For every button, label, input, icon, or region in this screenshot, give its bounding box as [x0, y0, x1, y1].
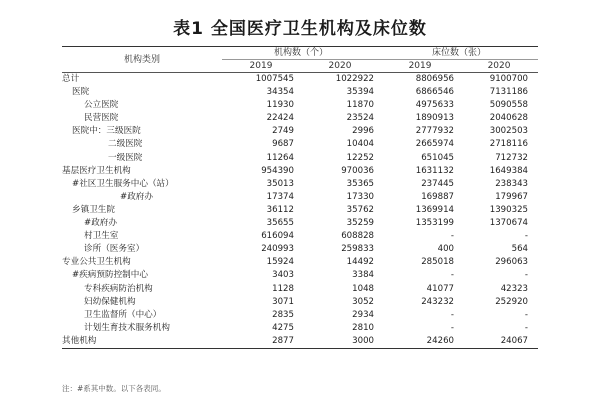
header-year-beds-2019: 2019	[380, 60, 460, 73]
cell-category: #政府办	[120, 191, 153, 202]
cell-beds-2019: 237445	[421, 178, 455, 189]
table-row	[62, 191, 538, 204]
cell-category: 民营医院	[84, 113, 119, 124]
cell-beds-2019: 1353199	[415, 218, 455, 229]
cell-beds-2019: -	[450, 270, 455, 281]
cell-beds-2020: 24067	[460, 335, 538, 349]
cell-beds-2020: 3002503	[489, 126, 529, 137]
cell-beds-2020: 2040628	[489, 113, 529, 124]
cell-category: 村卫生室	[84, 231, 119, 242]
table-footnote: 注：#系其中数。以下各表同。	[62, 384, 166, 393]
header-institutions: 机构数（个）	[222, 47, 380, 60]
cell-category: 妇幼保健机构	[84, 296, 136, 307]
table-row	[62, 152, 538, 165]
cell-institutions-2019: 616094	[261, 231, 294, 242]
cell-institutions-2019: 17374	[266, 191, 294, 202]
cell-beds-2019: 4975633	[415, 100, 455, 111]
cell-institutions-2019: 4275	[272, 322, 294, 333]
cell-institutions-2020: 2996	[352, 126, 375, 137]
cell-institutions-2019: 34354	[266, 87, 294, 98]
cell-category: #政府办	[84, 218, 117, 229]
medical-institutions-table-container	[62, 46, 538, 349]
table-title: 表1 全国医疗卫生机构及床位数	[173, 19, 427, 39]
cell-beds-2019: 8806956	[415, 74, 455, 84]
cell-institutions-2020: 35762	[346, 204, 375, 215]
cell-beds-2020: 1370674	[489, 218, 529, 229]
cell-beds-2020: 1649384	[489, 165, 529, 176]
cell-beds-2020: 712732	[495, 152, 529, 163]
cell-institutions-2020: 970036	[341, 165, 375, 176]
cell-beds-2019: -	[450, 231, 455, 242]
cell-beds-2020: 564	[511, 244, 529, 255]
cell-category: 计划生育技术服务机构	[84, 322, 170, 333]
cell-category: 专业公共卫生机构	[62, 257, 131, 268]
cell-beds-2020: -	[524, 322, 529, 333]
cell-category: 乡镇卫生院	[72, 204, 115, 215]
cell-beds-2020: 7131186	[489, 87, 529, 98]
cell-beds-2019: 6866546	[415, 87, 455, 98]
table-row	[62, 217, 538, 230]
table-row	[62, 99, 538, 112]
cell-institutions-2020: 11870	[346, 100, 375, 111]
table-row	[62, 230, 538, 243]
cell-beds-2020: 296063	[495, 257, 529, 268]
cell-institutions-2020: 3052	[352, 296, 375, 307]
header-year-beds-2020: 2020	[460, 60, 538, 73]
cell-beds-2020: -	[524, 270, 529, 281]
cell-beds-2019: 24260	[380, 335, 460, 349]
cell-beds-2020: 252920	[495, 296, 529, 307]
cell-institutions-2020: 1048	[352, 283, 375, 294]
cell-beds-2020: 1390325	[489, 204, 529, 215]
cell-institutions-2019: 2877	[222, 335, 300, 349]
cell-institutions-2019: 2835	[272, 309, 294, 320]
cell-institutions-2019: 22424	[266, 113, 294, 124]
table-row	[62, 269, 538, 282]
cell-beds-2019: 2777932	[415, 126, 455, 137]
cell-institutions-2020: 3384	[352, 270, 375, 281]
cell-category: 医院中：三级医院	[72, 126, 141, 137]
header-year-inst-2019: 2019	[222, 60, 300, 73]
cell-category: #社区卫生服务中心（站）	[72, 178, 174, 189]
cell-institutions-2019: 35655	[266, 218, 294, 229]
table-row	[62, 256, 538, 269]
medical-institutions-table	[62, 46, 538, 349]
table-row	[62, 243, 538, 256]
cell-beds-2020: 9100700	[489, 74, 529, 84]
cell-beds-2019: 1369914	[415, 204, 455, 215]
cell-institutions-2020: 608828	[341, 231, 375, 242]
table-row	[62, 335, 538, 349]
cell-institutions-2020: 35394	[346, 87, 375, 98]
cell-institutions-2019: 15924	[266, 257, 294, 268]
cell-beds-2019: 1631132	[415, 165, 455, 176]
cell-institutions-2020: 35365	[346, 178, 375, 189]
cell-beds-2019: 41077	[426, 283, 455, 294]
table-row	[62, 138, 538, 151]
table-body	[62, 73, 538, 349]
cell-institutions-2019: 1007545	[255, 74, 294, 84]
cell-category: 基层医疗卫生机构	[62, 165, 131, 176]
cell-beds-2020: -	[524, 309, 529, 320]
cell-institutions-2020: 1022922	[335, 74, 375, 84]
cell-institutions-2020: 259833	[341, 244, 375, 255]
cell-institutions-2020: 14492	[346, 257, 375, 268]
cell-category: 其他机构	[62, 335, 222, 349]
cell-beds-2019: 2665974	[415, 139, 455, 150]
cell-beds-2019: 243232	[421, 296, 455, 307]
cell-category: 卫生监督所（中心）	[84, 309, 162, 320]
table-row	[62, 204, 538, 217]
cell-institutions-2019: 35013	[266, 178, 294, 189]
cell-beds-2019: 651045	[421, 152, 455, 163]
cell-category: 诊所（医务室）	[84, 244, 145, 255]
cell-institutions-2020: 2810	[352, 322, 375, 333]
cell-beds-2020: 5090558	[489, 100, 529, 111]
table-header	[62, 47, 538, 73]
cell-institutions-2020: 2934	[352, 309, 375, 320]
cell-category: 公立医院	[84, 100, 119, 111]
cell-institutions-2019: 9687	[272, 139, 294, 150]
cell-institutions-2020: 17330	[346, 191, 375, 202]
cell-institutions-2019: 954390	[261, 165, 294, 176]
cell-beds-2019: 169887	[421, 191, 455, 202]
cell-institutions-2019: 1128	[272, 283, 294, 294]
cell-institutions-2019: 2749	[272, 126, 294, 137]
cell-institutions-2020: 35259	[346, 218, 375, 229]
cell-beds-2020: 42323	[500, 283, 529, 294]
header-category: 机构类别	[62, 47, 222, 73]
header-beds: 床位数（张）	[380, 47, 538, 60]
table-row	[62, 283, 538, 296]
cell-institutions-2019: 3403	[272, 270, 294, 281]
cell-beds-2019: 1890913	[415, 113, 455, 124]
header-year-inst-2020: 2020	[300, 60, 380, 73]
cell-beds-2020: 2718116	[489, 139, 529, 150]
cell-category: 总计	[62, 74, 80, 84]
cell-category: 医院	[72, 87, 90, 98]
table-row	[62, 322, 538, 335]
table-row	[62, 178, 538, 191]
cell-institutions-2019: 3071	[272, 296, 294, 307]
cell-beds-2019: 400	[437, 244, 455, 255]
table-row	[62, 73, 538, 87]
cell-category: 专科疾病防治机构	[84, 283, 153, 294]
cell-category: #疾病预防控制中心	[72, 270, 148, 281]
cell-beds-2019: -	[450, 322, 455, 333]
cell-institutions-2019: 11930	[266, 100, 294, 111]
cell-beds-2020: 238343	[495, 178, 529, 189]
cell-beds-2019: -	[450, 309, 455, 320]
table-row	[62, 86, 538, 99]
cell-institutions-2019: 240993	[261, 244, 294, 255]
cell-beds-2020: 179967	[495, 191, 529, 202]
table-row	[62, 296, 538, 309]
cell-institutions-2020: 12252	[346, 152, 375, 163]
table-row	[62, 165, 538, 178]
table-row	[62, 125, 538, 138]
cell-institutions-2020: 10404	[346, 139, 375, 150]
cell-beds-2019: 285018	[421, 257, 455, 268]
cell-category: 一级医院	[108, 152, 143, 163]
cell-institutions-2019: 11264	[266, 152, 294, 163]
table-row	[62, 309, 538, 322]
cell-institutions-2020: 3000	[300, 335, 380, 349]
cell-beds-2020: -	[524, 231, 529, 242]
cell-institutions-2019: 36112	[266, 204, 294, 215]
cell-institutions-2020: 23524	[346, 113, 375, 124]
table-row	[62, 112, 538, 125]
cell-category: 二级医院	[108, 139, 143, 150]
